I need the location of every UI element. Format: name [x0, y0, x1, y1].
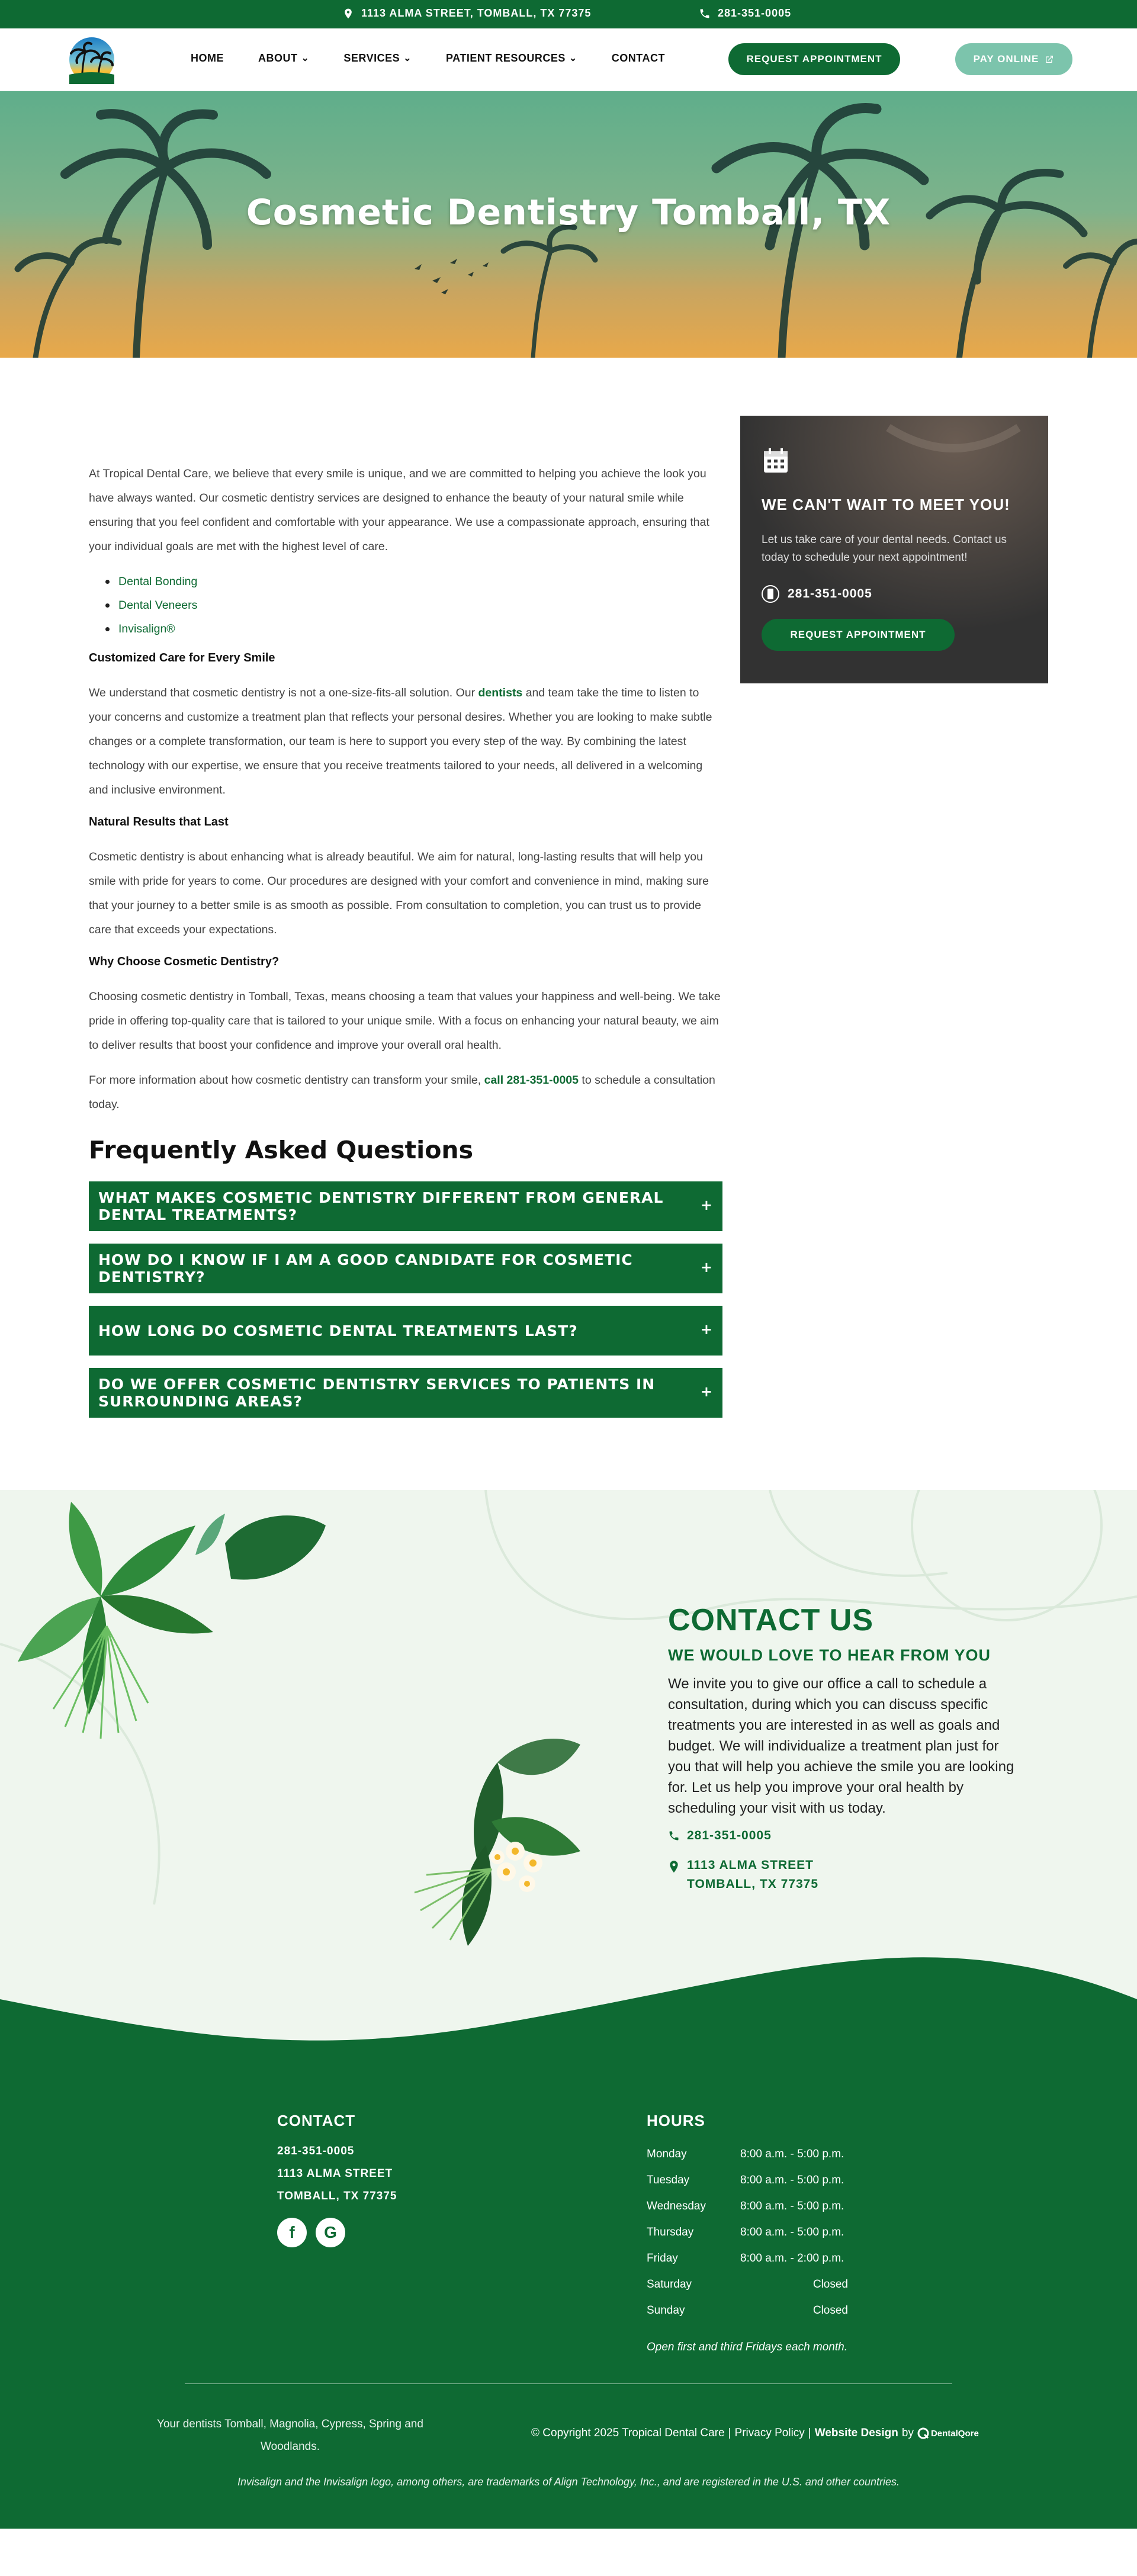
text: and team take the time to listen to your concerns and customize a treatment plan that reflects your personal desires. Whether you are looking to make subtle changes or a complete transformation, our team is here to support you every step of the way. By combining the latest technology with our expertise, we ensure that you receive treatments tailored to your needs, all delivered in a welcoming and inclusive environment. — [89, 686, 712, 796]
hours-day: Monday — [647, 2148, 687, 2160]
facebook-icon[interactable]: f — [277, 2218, 307, 2247]
card-text: Let us take care of your dental needs. Contact us today to schedule your next appointment! — [762, 534, 1007, 564]
top-bar — [0, 0, 1137, 28]
pay-online-label: PAY ONLINE — [973, 53, 1039, 65]
hours-row — [647, 2246, 848, 2272]
phone-icon — [699, 8, 711, 20]
hours-day: Thursday — [647, 2226, 694, 2238]
text: We understand that cosmetic dentistry is not a one-size-fits-all solution. Our — [89, 686, 478, 699]
calendar-icon — [762, 447, 790, 475]
hours-time: Closed — [812, 2278, 848, 2291]
nav-contact-label: CONTACT — [611, 52, 665, 64]
footer-contact-heading: CONTACT — [277, 2112, 356, 2129]
footer-copyright-row — [531, 2427, 979, 2440]
service-link[interactable]: Dental Veneers — [118, 593, 722, 617]
hours-note: Open first and third Fridays each month. — [647, 2341, 847, 2353]
page-title: Cosmetic Dentistry Tomball, TX — [246, 192, 891, 233]
faq-item[interactable] — [89, 1368, 722, 1418]
text: to schedule a consultation today. — [89, 1074, 715, 1111]
plus-icon: + — [700, 1259, 713, 1276]
site-header — [0, 28, 1137, 91]
nav-contact[interactable] — [612, 52, 665, 65]
hours-day: Wednesday — [647, 2200, 706, 2212]
by-text: by — [901, 2427, 914, 2439]
chevron-down-icon: ⌄ — [301, 53, 310, 63]
service-link[interactable]: Dental Bonding — [118, 570, 722, 593]
top-phone[interactable] — [699, 7, 791, 20]
services-list — [118, 570, 722, 641]
top-address[interactable] — [342, 7, 591, 20]
faq-question: HOW DO I KNOW IF I AM A GOOD CANDIDATE FOR COSMETIC DENTISTRY? — [98, 1251, 633, 1286]
nav-services-label: SERVICES — [343, 52, 400, 64]
separator: | — [728, 2427, 731, 2439]
main-content — [89, 462, 722, 1128]
website-design-link[interactable]: Website Design — [814, 2427, 898, 2439]
hours-time: 8:00 a.m. - 5:00 p.m. — [740, 2226, 844, 2238]
contact-phone-text: 281-351-0005 — [687, 1829, 772, 1842]
contact-address[interactable] — [668, 1856, 818, 1894]
phone-icon — [668, 1830, 680, 1842]
card-title: WE CAN'T WAIT TO MEET YOU! — [762, 496, 1010, 513]
chevron-down-icon: ⌄ — [568, 53, 577, 63]
request-appointment-button[interactable]: REQUEST APPOINTMENT — [728, 43, 900, 75]
copyright-text: © Copyright 2025 Tropical Dental Care — [531, 2427, 725, 2439]
hours-row — [647, 2272, 848, 2298]
service-link[interactable]: Invisalign® — [118, 617, 722, 641]
plus-icon: + — [700, 1383, 713, 1400]
call-link[interactable]: call 281-351-0005 — [484, 1074, 579, 1087]
faq-question: DO WE OFFER COSMETIC DENTISTRY SERVICES TO PATIENTS IN SURROUNDING AREAS? — [98, 1376, 656, 1410]
hours-time: 8:00 a.m. - 5:00 p.m. — [740, 2200, 844, 2212]
hours-row — [647, 2220, 848, 2246]
hours-day: Friday — [647, 2252, 678, 2265]
chevron-down-icon: ⌄ — [403, 53, 412, 63]
trademark-disclaimer: Invisalign and the Invisalign logo, among others, are trademarks of Align Technology, Inc., and are registered in the U.S. and other countries. — [237, 2476, 900, 2488]
card-phone[interactable] — [762, 585, 872, 603]
google-icon[interactable]: G — [316, 2218, 345, 2247]
site-footer — [0, 2073, 1137, 2529]
dentalqore-text: DentalQore — [930, 2428, 979, 2439]
faq-item[interactable] — [89, 1306, 722, 1356]
nav-services[interactable] — [343, 52, 412, 65]
contact-title: CONTACT US — [668, 1603, 874, 1637]
nav-home-label: HOME — [191, 52, 224, 64]
intro-paragraph: At Tropical Dental Care, we believe that every smile is unique, and we are committed to helping you achieve the look you have always wanted. Our cosmetic dentistry services are designed to enhance the beauty of your natural smile while ensuring that you feel confident and comfortable with your appearance. We use a compassionate approach, ensuring that your individual goals are met with the highest level of care. — [89, 467, 709, 553]
pay-online-button[interactable] — [955, 43, 1072, 75]
section-heading: Customized Care for Every Smile — [89, 651, 275, 664]
footer-cities-line2: Woodlands. — [261, 2440, 320, 2453]
hours-row — [647, 2193, 848, 2220]
hours-day: Sunday — [647, 2304, 685, 2317]
main-nav — [191, 52, 699, 65]
dentists-link[interactable]: dentists — [478, 686, 523, 699]
faq-heading: Frequently Asked Questions — [89, 1136, 473, 1164]
dentalqore-icon — [917, 2427, 929, 2439]
map-pin-icon — [668, 1859, 680, 1875]
footer-cities — [142, 2413, 438, 2458]
footer-address-line2[interactable]: TOMBALL, TX 77375 — [277, 2190, 397, 2202]
footer-hours-heading: HOURS — [647, 2112, 705, 2129]
nav-about-label: ABOUT — [258, 52, 298, 64]
section-heading: Natural Results that Last — [89, 815, 229, 828]
plus-icon: + — [700, 1197, 713, 1213]
tropical-dental-care-logo[interactable] — [64, 36, 120, 84]
contact-subtitle: WE WOULD LOVE TO HEAR FROM YOU — [668, 1646, 991, 1664]
hours-day: Saturday — [647, 2278, 692, 2291]
top-address-text: 1113 ALMA STREET, TOMBALL, TX 77375 — [361, 7, 592, 19]
footer-phone[interactable]: 281-351-0005 — [277, 2145, 355, 2157]
section-heading: Why Choose Cosmetic Dentistry? — [89, 955, 280, 968]
text: For more information about how cosmetic dentistry can transform your smile, — [89, 1074, 484, 1087]
nav-patient-resources[interactable] — [446, 52, 577, 65]
plus-icon: + — [700, 1321, 713, 1338]
footer-cities-line1: Your dentists Tomball, Magnolia, Cypress, Spring and — [157, 2418, 423, 2430]
external-link-icon — [1045, 54, 1054, 64]
phone-icon — [762, 585, 779, 603]
dentalqore-logo[interactable] — [917, 2427, 979, 2439]
more-info-paragraph — [89, 1068, 722, 1117]
contact-phone[interactable] — [668, 1829, 772, 1843]
hours-table — [647, 2141, 848, 2324]
contact-address-line2: TOMBALL, TX 77375 — [687, 1877, 818, 1891]
contact-body: We invite you to give our office a call to schedule a consultation, during which you can discuss specific treatments you are interested in as well as goals and budget. We will individualize a treatment plan just for you that will help you achieve the smile you are looking for. Let us help you improve your oral health by scheduling your visit with us today. — [668, 1676, 1014, 1816]
hero-banner — [0, 91, 1137, 358]
nav-home[interactable] — [191, 52, 224, 65]
hours-time: 8:00 a.m. - 2:00 p.m. — [740, 2252, 844, 2265]
faq-question: HOW LONG DO COSMETIC DENTAL TREATMENTS LAST? — [98, 1322, 578, 1340]
hours-row — [647, 2141, 848, 2167]
hours-time: 8:00 a.m. - 5:00 p.m. — [740, 2148, 844, 2160]
nav-patient-resources-label: PATIENT RESOURCES — [446, 52, 566, 64]
custom-paragraph — [89, 681, 722, 802]
hours-row — [647, 2298, 848, 2324]
hours-time: 8:00 a.m. - 5:00 p.m. — [740, 2174, 844, 2186]
map-pin-icon — [342, 8, 354, 20]
footer-address-line1[interactable]: 1113 ALMA STREET — [277, 2167, 393, 2180]
faq-item[interactable] — [89, 1181, 722, 1231]
contact-address-line1: 1113 ALMA STREET — [687, 1858, 814, 1872]
privacy-policy-link[interactable]: Privacy Policy — [734, 2427, 805, 2439]
hours-row — [647, 2167, 848, 2193]
appointment-card — [740, 416, 1048, 683]
separator: | — [808, 2427, 811, 2439]
nav-about[interactable] — [258, 52, 309, 65]
card-phone-text: 281-351-0005 — [788, 587, 872, 600]
faq-question: WHAT MAKES COSMETIC DENTISTRY DIFFERENT FROM GENERAL DENTAL TREATMENTS? — [98, 1189, 664, 1223]
card-request-appointment-button[interactable]: REQUEST APPOINTMENT — [762, 619, 955, 651]
why-paragraph: Choosing cosmetic dentistry in Tomball, Texas, means choosing a team that values your happiness and well-being. We take pride in offering top-quality care that is tailored to your unique smile. With a focus on enhancing your natural beauty, we aim to deliver results that boost your confidence and improve your overall oral health. — [89, 990, 721, 1052]
top-phone-text: 281-351-0005 — [718, 7, 792, 19]
natural-paragraph: Cosmetic dentistry is about enhancing what is already beautiful. We aim for natural, long-lasting results that will help you smile with pride for years to come. Our procedures are designed with your comfort and convenience in mind, making sure that your journey to a better smile is as smooth as possible. From consultation to completion, you can trust us to provide care that exceeds your expectations. — [89, 850, 709, 936]
hours-time: Closed — [812, 2304, 848, 2317]
faq-item[interactable] — [89, 1244, 722, 1293]
hours-day: Tuesday — [647, 2174, 690, 2186]
